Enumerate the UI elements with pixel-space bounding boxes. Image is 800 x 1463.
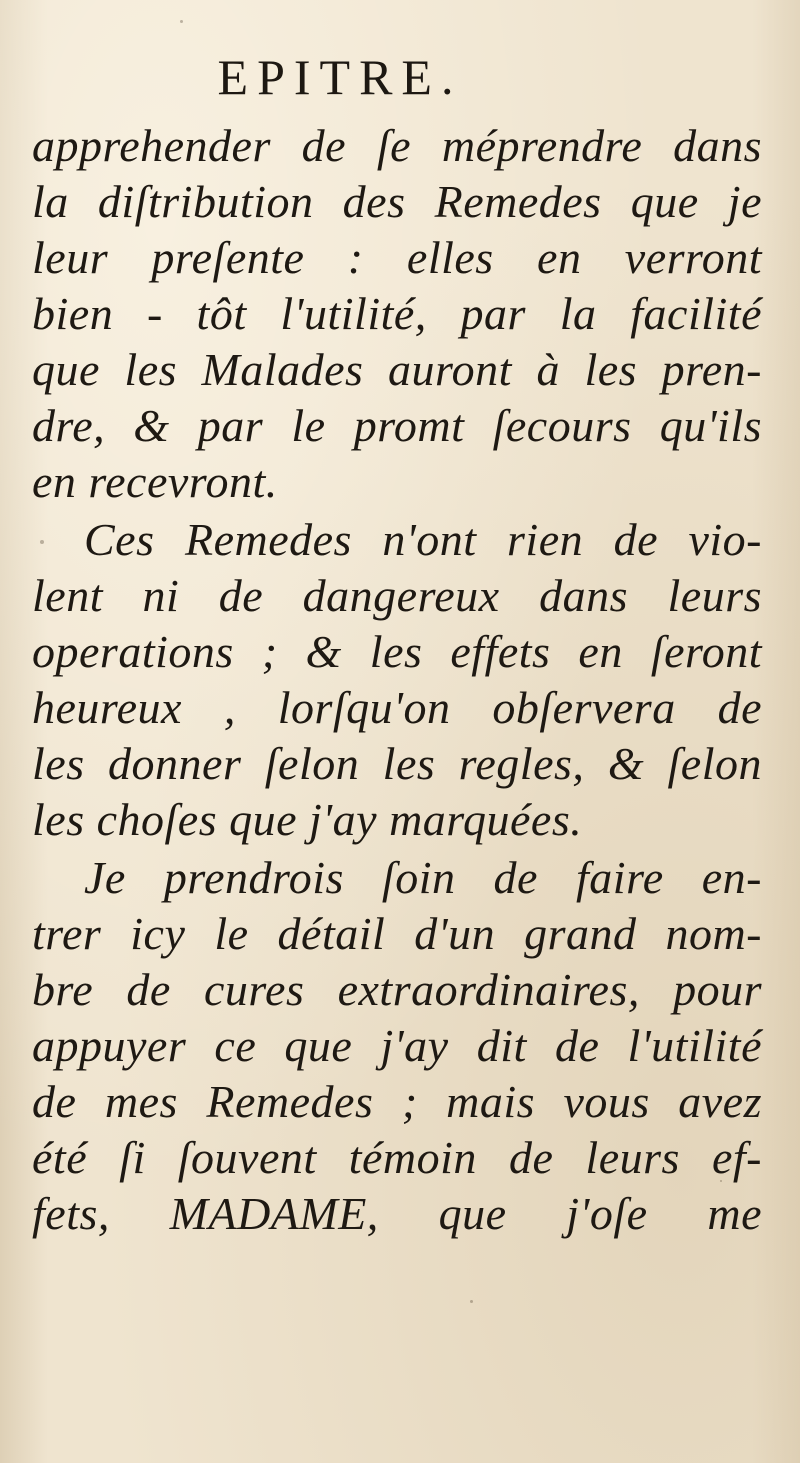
text-line: bre de cures extraordinaires, pour [32, 964, 762, 1015]
text-line: bien - tôt l'utilité, par la facilité [32, 288, 762, 339]
text-line: les choſes que j'ay marquées. [32, 794, 583, 845]
text-line: leur preſente : elles en verront [32, 232, 762, 283]
text-line: dre, & par le promt ſecours qu'ils [32, 400, 762, 451]
running-head: EPITRE. [217, 49, 463, 105]
text-line: lent ni de dangereux dans leurs [32, 570, 762, 621]
paragraph-3 [32, 850, 762, 1242]
paragraph-2 [32, 512, 762, 848]
body-text [32, 118, 762, 1242]
paragraph-1 [32, 118, 762, 510]
text-line: appuyer ce que j'ay dit de l'utilité [32, 1020, 762, 1071]
text-line: les donner ſelon les regles, & ſelon [32, 738, 762, 789]
text-line: été ſi ſouvent témoin de leurs ef- [32, 1132, 762, 1183]
text-line: operations ; & les effets en ſeront [32, 626, 762, 677]
text-line: la diſtribution des Remedes que je [32, 176, 762, 227]
text-line: apprehender de ſe méprendre dans [32, 120, 762, 171]
text-line: fets, MADAME, que j'oſe me [32, 1188, 762, 1239]
text-line: Je prendrois ſoin de faire en- [84, 852, 762, 903]
text-line: de mes Remedes ; mais vous avez [32, 1076, 762, 1127]
text-line: heureux , lorſqu'on obſervera de [32, 682, 762, 733]
text-line: trer icy le détail d'un grand nom- [32, 908, 762, 959]
text-line: Ces Remedes n'ont rien de vio- [84, 514, 762, 565]
text-line: en recevront. [32, 456, 278, 507]
text-line: que les Malades auront à les pren- [32, 344, 762, 395]
